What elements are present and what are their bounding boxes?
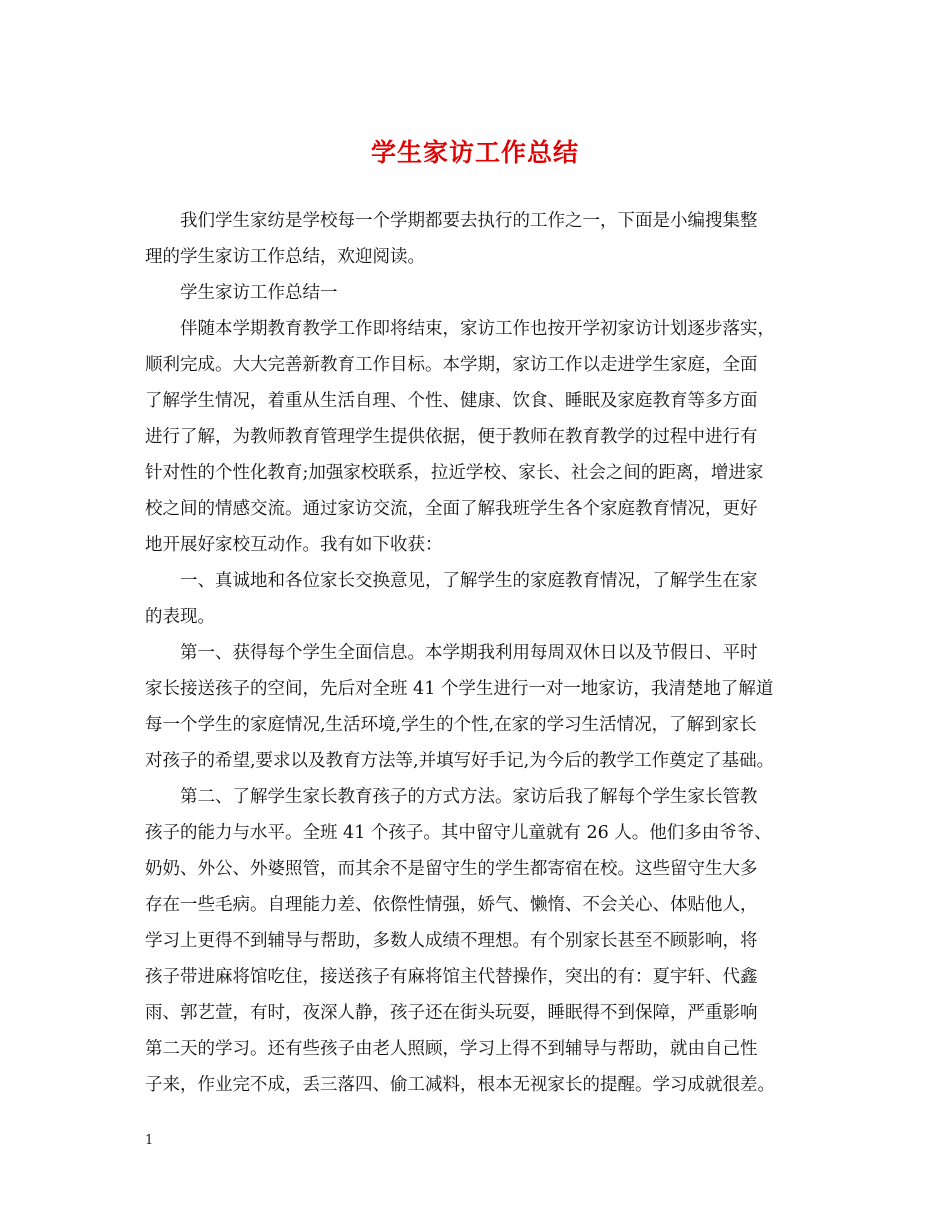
paragraph-line: 进行了解，为教师教育管理学生提供依据，便于教师在教育教学的过程中进行有: [145, 427, 758, 447]
paragraph-line: 理的学生家访工作总结，欢迎阅读。: [145, 247, 425, 267]
paragraph-line: 奶奶、外公、外婆照管，而其余不是留守生的学生都寄宿在校。这些留守生大多: [145, 859, 758, 879]
paragraph-line: 校之间的情感交流。通过家访交流，全面了解我班学生各个家庭教育情况，更好: [145, 499, 758, 519]
paragraph-line: 子来，作业完不成，丢三落四、偷工减料，根本无视家长的提醒。学习成就很差。: [145, 1075, 775, 1095]
paragraph-line: 每一个学生的家庭情况,生活环境,学生的个性,在家的学习生活情况，了解到家长: [145, 715, 757, 735]
paragraph-line: 一、真诚地和各位家长交换意见，了解学生的家庭教育情况，了解学生在家: [180, 571, 758, 591]
paragraph-line: 伴随本学期教育教学工作即将结束，家访工作也按开学初家访计划逐步落实，: [180, 319, 775, 339]
paragraph-line: 第二、了解学生家长教育孩子的方式方法。家访后我了解每个学生家长管教: [180, 787, 758, 807]
paragraph-line: 存在一些毛病。自理能力差、依傺性情强，娇气、懒惰、不会关心、体贴他人，: [145, 895, 758, 915]
paragraph-line: 地开展好家校互动作。我有如下收获：: [145, 535, 443, 555]
paragraph-line: 第二天的学习。还有些孩子由老人照顾，学习上得不到辅导与帮助，就由自己性: [145, 1039, 758, 1059]
section-heading: 学生家访工作总结一: [180, 283, 338, 303]
paragraph-line: 家长接送孩子的空间，先后对全班 41 个学生进行一对一地家访，我清楚地了解道: [145, 679, 774, 699]
paragraph-line: 我们学生家纺是学校每一个学期都要去执行的工作之一，下面是小编搜集整: [180, 211, 758, 231]
paragraph-line: 第一、获得每个学生全面信息。本学期我利用每周双休日以及节假日、平时: [180, 643, 758, 663]
paragraph-line: 了解学生情况，着重从生活自理、个性、健康、饮食、睡眠及家庭教育等多方面: [145, 391, 758, 411]
paragraph-line: 雨、郭艺萱，有时，夜深人静，孩子还在街头玩耍，睡眠得不到保障，严重影响: [145, 1003, 758, 1023]
paragraph-line: 顺利完成。大大完善新教育工作目标。本学期，家访工作以走进学生家庭，全面: [145, 355, 758, 375]
paragraph-line: 对孩子的希望,要求以及教育方法等,并填写好手记,为今后的教学工作奠定了基础。: [145, 751, 775, 771]
document-title: 学生家访工作总结: [370, 138, 579, 167]
paragraph-line: 孩子的能力与水平。全班 41 个孩子。其中留守儿童就有 26 人。他们多由爷爷、: [145, 823, 772, 843]
paragraph-line: 的表现。: [145, 607, 215, 627]
page-number: 1: [145, 1133, 154, 1148]
paragraph-line: 孩子带进麻将馆吃住，接送孩子有麻将馆主代替操作，突出的有：夏宇轩、代鑫: [145, 967, 758, 987]
paragraph-line: 学习上更得不到辅导与帮助，多数人成绩不理想。有个别家长甚至不顾影响，将: [145, 931, 758, 951]
paragraph-line: 针对性的个性化教育;加强家校联系，拉近学校、家长、社会之间的距离，增进家: [145, 463, 764, 483]
